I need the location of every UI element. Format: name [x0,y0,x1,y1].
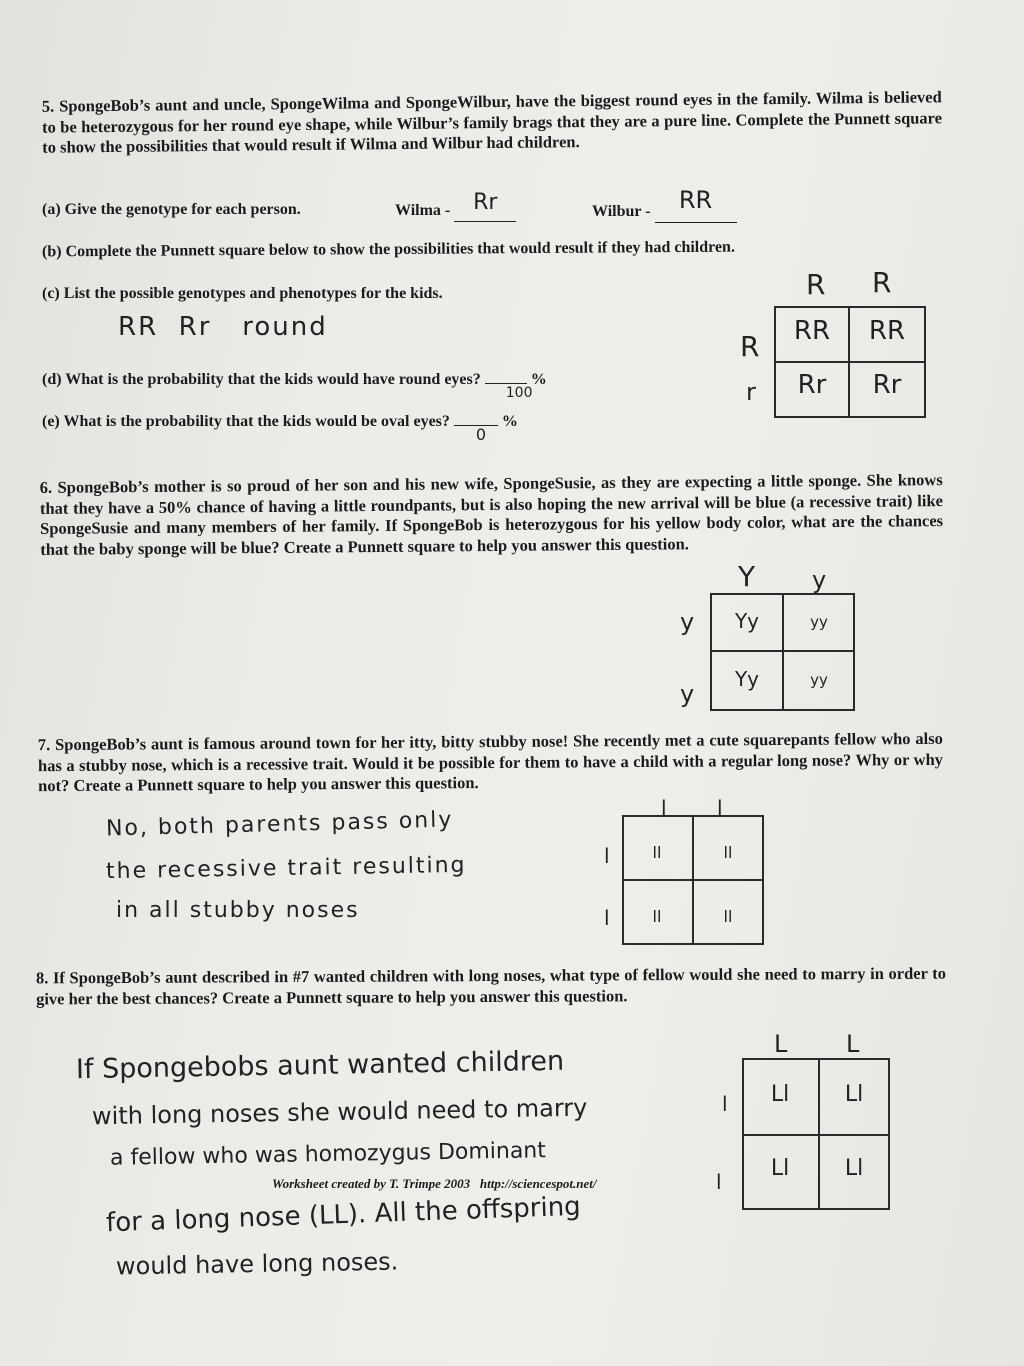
q5-cell-4: Rr [872,370,902,400]
q7-cell-2: ll [723,843,733,862]
q5-part-d-row [42,370,547,401]
question-7-text: 7. SpongeBob’s aunt is famous around town for her itty, bitty stubby nose! She recently met a cute squarepants fellow who also has a stubby nose, which is a recessive trait. Would it be possible for them to have a child with a regular long nose? Why or why not? Create a Punnett square to help you answer this question. [37,728,944,796]
q5-top-allele-2: R [872,266,892,299]
q5-part-a-label: (a) Give the genotype for each person. [42,201,301,218]
q5-side-allele-1: R [740,330,760,363]
q8-cell-2: Ll [844,1082,864,1107]
q6-punnett-square [710,593,855,711]
q8-answer-line-3: a fellow who was homozygus Dominant [109,1138,547,1171]
q5-part-c-label: (c) List the possible genotypes and phenotypes for the kids. [42,285,443,302]
credit-author: Worksheet created by T. Trimpe 2003 [272,1176,471,1191]
q8-cell-3: Ll [770,1156,790,1181]
q7-answer-line-1: No, both parents pass only [105,807,454,842]
q8-side-allele-2: l [716,1170,722,1194]
q5-punnett-square [774,306,926,418]
q8-answer-line-1: If Spongebobs aunt wanted children [75,1045,565,1086]
credit-url: http://sciencespot.net/ [479,1176,597,1191]
q5-wilbur-label: Wilbur - [592,203,651,220]
q5-part-d-blank [485,383,533,401]
q5-part-e-blank [454,425,498,444]
q5-wilma-blank [454,190,516,222]
worksheet-credit [272,1176,597,1192]
q6-cell-4: yy [810,671,828,689]
q6-cell-2: yy [810,613,828,631]
q5-wilma-answer: Rr [473,190,498,215]
q8-side-allele-1: l [722,1092,728,1116]
q5-part-e-row [42,412,518,444]
q7-punnett-square [622,815,764,945]
q6-side-allele-2: y [680,680,695,708]
q7-answer-line-3: in all stubby noses [116,898,360,923]
q8-top-allele-2: L [846,1030,860,1058]
q8-cell-1: Ll [770,1082,790,1107]
q5-part-e-label: (e) What is the probability that the kids would be oval eyes? [42,413,450,430]
q5-part-b-label: (b) Complete the Punnett square below to show the possibilities that would result if they had children. [41,238,735,261]
q7-answer-line-2: the recessive trait resulting [105,852,467,885]
q6-side-allele-1: y [680,608,695,636]
q5-wilbur-row [592,186,737,223]
q5-cell-2: RR [868,316,906,346]
q8-cell-4: Ll [844,1156,864,1181]
question-8-text: 8. If SpongeBob’s aunt described in #7 wanted children with long noses, what type of fellow would she need to marry in order to give her the best chances? Create a Punnett square to help you answer this question. [35,963,946,1008]
q6-top-allele-1: Y [738,560,756,593]
q7-cell-3: ll [652,907,662,926]
q6-cell-3: Yy [734,667,760,691]
q7-side-allele-2: l [604,906,610,930]
q8-answer-line-5: would have long noses. [115,1247,399,1281]
q5-wilma-row [395,190,516,222]
q7-side-allele-1: l [604,844,610,868]
q5-part-c-answer: RR Rr round [118,312,328,342]
q6-cell-1: Yy [734,609,760,633]
question-6-text: 6. SpongeBob’s mother is so proud of her son and his new wife, SpongeSusie, as they are expecting a little sponge. She knows that they have a 50% chance of having a little roundpants, but is also hoping the new arrival will be blue (a recessive trait) like SpongeSusie and many members of her family. If SpongeBob is heterozygous for his yellow body color, what are the chances that the baby sponge will be blue? Create a Punnett square to help you answer this question. [39,470,944,559]
q8-answer-line-4: for a long nose (LL). All the offspring [105,1191,582,1239]
q7-top-allele-1: l [661,796,667,820]
q5-cell-1: RR [793,316,831,346]
question-5-text: 5. SpongeBob’s aunt and uncle, SpongeWilma and SpongeWilbur, have the biggest round eyes in the family. Wilma is believed to be heterozygous for her round eye shape, while Wilbur’s family brags that they are a pure line. Complete the Punnett square to show the possibilities that would result if Wilma and Wilbur had children. [41,87,943,157]
q5-part-d-label: (d) What is the probability that the kids would have round eyes? [42,371,481,388]
q7-cell-1: ll [652,843,662,862]
q5-wilbur-blank [655,186,737,223]
q5-part-e-answer: 0 [475,425,487,444]
q5-percent-e: % [501,413,518,430]
q7-cell-4: ll [723,907,733,926]
q8-answer-line-2: with long noses she would need to marry [91,1093,588,1131]
q7-top-allele-2: l [717,796,723,820]
q5-side-allele-2: r [746,378,756,406]
q5-top-allele-1: R [806,268,826,301]
q5-cell-3: Rr [797,370,827,400]
q5-wilbur-answer: RR [678,186,713,214]
q8-top-allele-1: L [774,1030,788,1058]
q8-punnett-square [742,1058,890,1210]
q6-top-allele-2: y [812,566,827,594]
q5-percent-d: % [530,371,547,388]
q5-wilma-label: Wilma - [395,202,451,219]
q5-part-d-answer: 100 [505,385,533,401]
